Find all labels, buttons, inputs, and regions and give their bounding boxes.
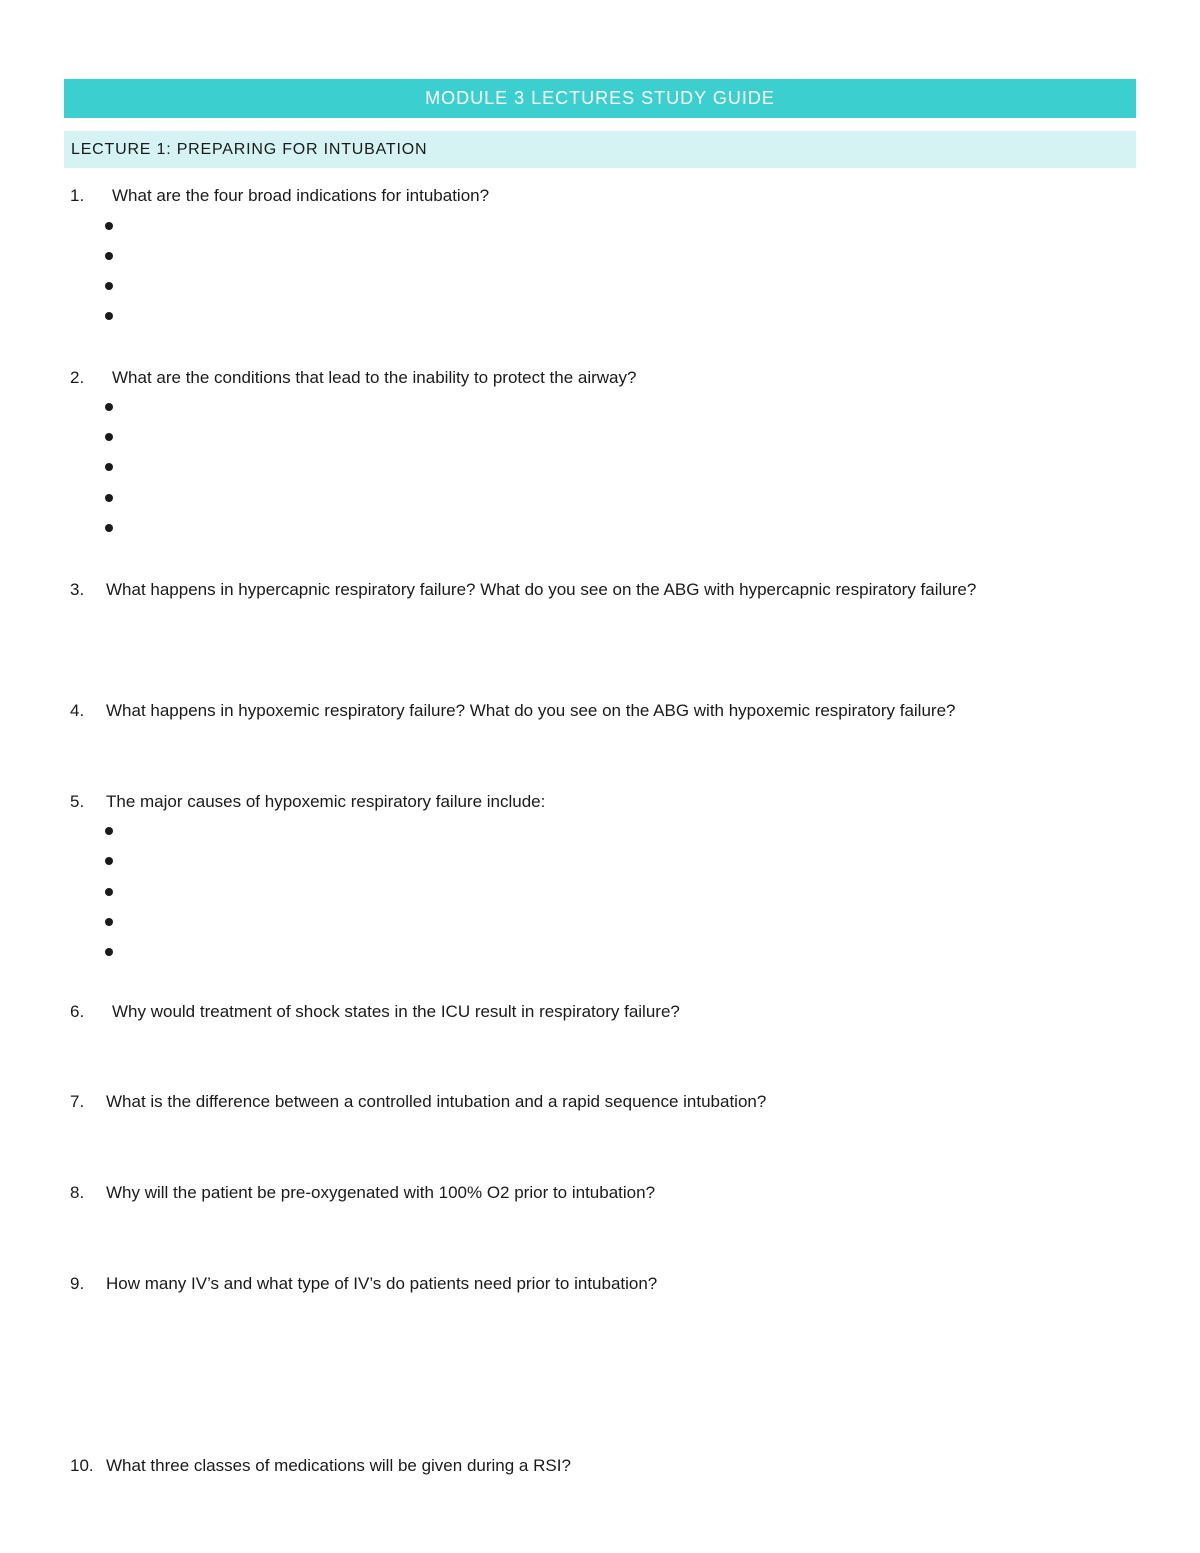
question-9 <box>70 1268 1120 1299</box>
empty-bullet <box>105 282 113 290</box>
empty-bullet <box>105 403 113 411</box>
question-text: The major causes of hypoxemic respiratory failure include: <box>106 792 546 811</box>
question-4 <box>70 695 1130 726</box>
empty-bullet <box>105 252 113 260</box>
empty-bullet <box>105 463 113 471</box>
question-text: What happens in hypercapnic respiratory failure? What do you see on the ABG with hypercapnic respiratory failure? <box>106 580 977 599</box>
empty-bullet <box>105 857 113 865</box>
empty-bullet <box>105 433 113 441</box>
empty-bullet <box>105 524 113 532</box>
question-8 <box>70 1177 1120 1208</box>
empty-bullet <box>105 918 113 926</box>
question-text: What are the conditions that lead to the inability to protect the airway? <box>112 368 637 387</box>
question-text: What three classes of medications will be given during a RSI? <box>106 1456 571 1475</box>
question-number: 5. <box>70 792 85 811</box>
question-number: 7. <box>70 1092 85 1111</box>
question-1 <box>70 180 1120 211</box>
question-7 <box>70 1086 1120 1117</box>
empty-bullet <box>105 222 113 230</box>
question-3 <box>70 574 1070 605</box>
question-5 <box>70 786 1120 817</box>
question-2 <box>70 362 1120 393</box>
question-text: What is the difference between a controlled intubation and a rapid sequence intubation? <box>106 1092 767 1111</box>
question-text: What are the four broad indications for intubation? <box>112 186 490 205</box>
question-number: 6. <box>70 1002 85 1021</box>
question-number: 3. <box>70 580 85 599</box>
question-6 <box>70 996 1120 1027</box>
empty-bullet <box>105 948 113 956</box>
question-text: What happens in hypoxemic respiratory failure? What do you see on the ABG with hypoxemic respiratory failure? <box>106 701 956 720</box>
question-number: 2. <box>70 368 85 387</box>
question-text: Why will the patient be pre-oxygenated with 100% O2 prior to intubation? <box>106 1183 656 1202</box>
question-number: 10. <box>70 1456 94 1475</box>
question-number: 8. <box>70 1183 85 1202</box>
question-number: 1. <box>70 186 85 205</box>
question-text: Why would treatment of shock states in the ICU result in respiratory failure? <box>112 1002 680 1021</box>
empty-bullet <box>105 827 113 835</box>
empty-bullet <box>105 888 113 896</box>
question-10 <box>70 1450 1120 1481</box>
page-title: MODULE 3 LECTURES STUDY GUIDE <box>64 79 1136 118</box>
question-number: 9. <box>70 1274 85 1293</box>
empty-bullet <box>105 494 113 502</box>
question-number: 4. <box>70 701 85 720</box>
empty-bullet <box>105 312 113 320</box>
lecture-heading: LECTURE 1: PREPARING FOR INTUBATION <box>64 131 1136 168</box>
question-text: How many IV’s and what type of IV’s do patients need prior to intubation? <box>106 1274 658 1293</box>
